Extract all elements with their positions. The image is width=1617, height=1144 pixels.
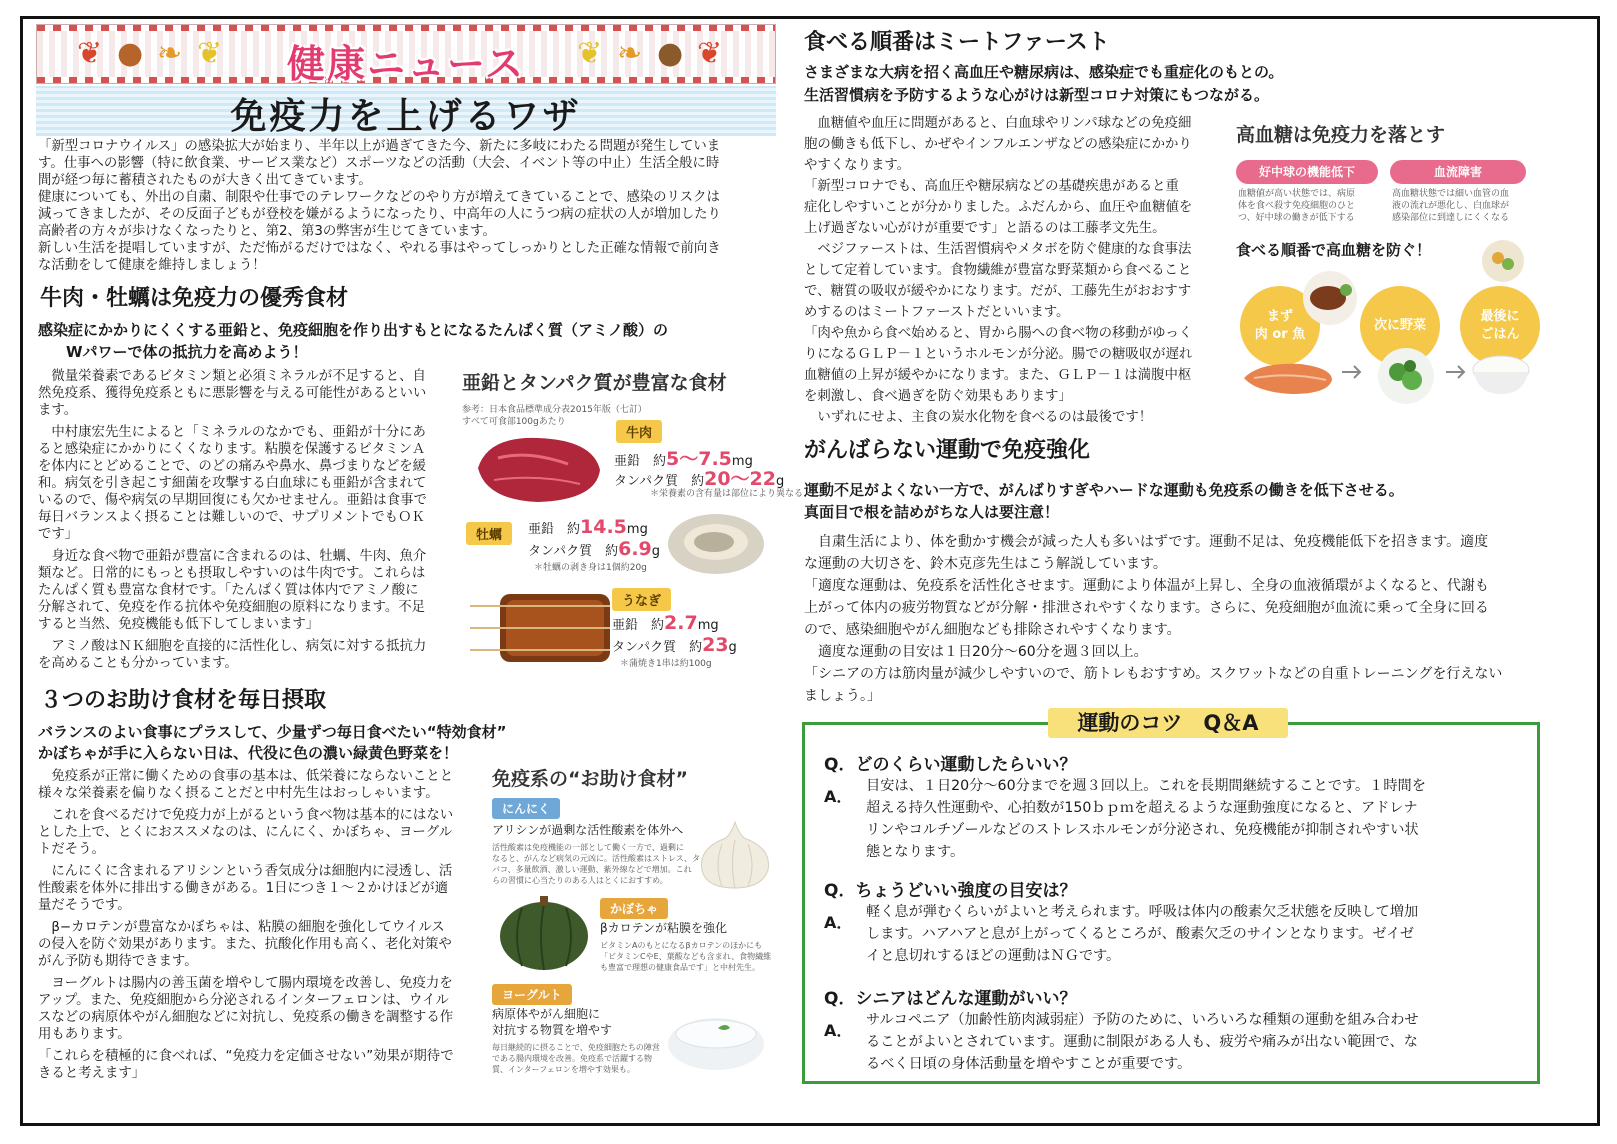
body-line: ヨーグルトは腸内の善玉菌を増やして腸内環境を改善し、免疫力を [38,976,453,991]
beef-label: 牛肉 [616,420,662,443]
oyster-zinc [528,516,648,538]
body-line: 「シニアの方は筋肉量が減少しやすいので、筋トレもおすすめ。スクワットなどの自重トレーニングを行えない [804,666,1503,682]
body-line: の侵入を防ぐ効果があります。また、抗酸化作用も高く、老化対策や [38,937,452,952]
nutrient-unit: g [728,640,737,655]
figure-title-text: 免疫系の“お助け食材” [492,768,688,790]
body-line: β−カロテンが豊富なかぼちゃは、粘膜の細胞を強化してウイルス [38,920,445,935]
figure-title [492,764,688,791]
intro-line: 新しい生活を提唱していますが、ただ怖がるだけではなく、やれる事はやってしっかりとした正確な情報で前向き [38,241,721,256]
eating-order-heading: 食べる順番で高血糖を防ぐ！ [1236,241,1432,259]
leaf-icon: ❧ [157,36,183,71]
garlic-label: にんにく [492,798,560,819]
body-line: 様々な栄養素を偏りなく摂ることだと中村先生はおっしゃいます。 [38,786,439,801]
nutrient-unit: g [775,474,785,489]
body-line: がん予防も期待できます。 [38,954,198,969]
eel-zinc [612,612,719,634]
body-line: めするのはミートファーストだといいます。 [804,305,1070,320]
body-line: 「これらを積極的に食べれば、“免疫力を定価させない”効果が期待で [38,1049,454,1064]
body-line: 「適度な運動は、免疫系を活性化させます。運動により体温が上昇し、全身の血液循環がよくなると、代謝も [804,578,1489,594]
garlic-heading: アリシンが過剰な活性酸素を体外へ [492,823,684,837]
body-line: 毎日バランスよく摂ることは難しいので、サプリメントでもＯＫ [38,510,425,525]
qa-answer-line: ることがよいとされています。運動に制限がある人も、疲労や痛みが出ない範囲で、な [866,1034,1418,1050]
oyster-label: 牡蠣 [466,522,512,545]
yogurt-note: である腸内環境を改善。免疫系で活躍する物 [492,1054,652,1063]
maple-leaf-icon: ❦ [697,36,723,71]
pumpkin-note: も豊富で理想の健康食品です」と中村先生。 [600,963,760,972]
yogurt-image [664,1004,768,1074]
body-line: 血糖値や血圧に問題があると、白血球やリンパ球などの免疫細 [804,116,1192,131]
body-line: 身近な食べ物で亜鉛が豊富に含まれるのは、牡蠣、牛肉、魚介 [38,549,427,564]
qa-answer-line: 目安は、１日20分～60分までを週３回以上。これを長期間継続することです。１時間を [866,778,1426,794]
section-lead: かぼちゃが手に入らない日は、代役に色の濃い緑黄色野菜を！ [38,744,459,762]
body-line: たんぱく質も豊富な食材です。「たんぱく質は体内でアミノ酸に [38,583,419,598]
rice-bowl-image [1470,348,1532,398]
section-lead: 生活習慣病を予防するような心がけは新型コロナ対策にもつながる。 [804,86,1270,104]
step-2-label: 次に野菜 [1373,318,1426,333]
body-line: を刺激し、食べ過ぎを防ぐ効果もあります」 [804,389,1072,404]
ginkgo-icon: ❦ [197,36,223,71]
nutrient-label: 亜鉛 約 [528,522,581,537]
intro-line: な活動をして健康を維持しましょう！ [38,258,266,273]
qa-answer-line: るべく日頃の身体活動量を増やすことが重要です。 [866,1056,1192,1072]
garlic-note: バコ、多量飲酒、激しい運動、紫外線などで増加。これ [492,865,692,874]
hero-title: 免疫力を上げるワザ [230,96,582,137]
body-line: 量だそうです。 [38,898,131,913]
section-lead: 感染症にかかりにくくする亜鉛と、免疫細胞を作り出すもとになるたんぱく質（アミノ酸）の [38,321,669,339]
step-3-label: ごはん [1480,327,1520,342]
body-line: アミノ酸はＮＫ細胞を直接的に活性化し、病気に対する抵抗力 [38,639,427,654]
section-lead: さまざまな大病を招く高血圧や糖尿病は、感染症でも重症化のもとの。 [804,63,1284,81]
step-1-label: 肉 or 魚 [1254,327,1306,342]
qa-answer-label: A． [824,913,853,932]
pumpkin-image [498,894,590,972]
vegetable-dish-image [1370,344,1442,406]
step-1-label: まず [1266,309,1293,324]
body-line: な運動の大切さを、鈴木克彦先生はこう解説しています。 [804,556,1167,572]
body-line: 用もあります。 [38,1027,131,1042]
chestnut-icon: ● [117,36,144,71]
hero-banner [36,86,776,136]
oyster-image [664,508,768,578]
pumpkin-note: ビタミンAのもとになるβカロテンのほかにも [600,941,763,950]
section-title-helper-foods [36,686,406,718]
body-line: 和。病気を引き起こす細菌を攻撃する白血球にも亜鉛が含まれて [38,476,427,491]
body-line: として定着しています。食物繊維が豊富な野菜類から食べること [804,263,1192,278]
figure-title [1236,120,1445,147]
eel-label: うなぎ [612,588,671,611]
eel-note: ＊蒲焼き1串は約100g [620,659,712,669]
salmon-image [1240,356,1336,400]
garlic-note: なると、がんなど病気の元凶に。活性酸素はストレス、タ [492,854,700,863]
section-title-exercise [800,436,1180,468]
body-line: 適度な運動の目安は１日20分～60分を週３回以上。 [804,644,1148,660]
body-line: トだそう。 [38,842,105,857]
nutrient-label: タンパク質 約 [614,474,705,489]
section-title-text: ３つのお助け食材を毎日摂取 [40,688,327,713]
qa-answer-label: A． [824,1021,853,1040]
body-line: スなどの病原体やがん細胞などに対抗し、免疫系の働きを調整する作 [38,1010,454,1025]
body-line: ので、感染細胞やがん細胞なども排除されやすくなります。 [804,622,1181,638]
blood-flow-label: 血流障害 [1390,160,1526,184]
ginkgo-icon: ❦ [577,36,603,71]
pumpkin-heading: βカロテンが粘膜を強化 [600,921,728,935]
yogurt-heading: 対抗する物質を増やす [492,1023,613,1037]
nutrient-value: 20～22 [704,468,776,490]
body-line: 血糖値の上昇が緩やかになります。また、ＧＬＰ－１は満腹中枢 [804,368,1192,383]
qa-answer-line: イと息切れするほどの運動はＮＧです。 [866,948,1121,964]
body-line: 症化しやすいことが分かりました。ふだんから、血圧や血糖値を [804,200,1193,215]
nutrient-label: 亜鉛 約 [614,454,667,469]
nutrient-value: 2.7 [664,612,698,634]
figure-title-text: 亜鉛とタンパク質が豊富な食材 [462,372,727,394]
qa-question: Q．どのくらい運動したらいい？ [824,755,1077,775]
intro-line: 高齢者の方々が歩けなくなったりと、第2、第3の弊害が生じてきています。 [38,224,496,239]
garlic-note: らの習慣に心当たりのある人はとくにおすすめ。 [492,876,668,885]
qa-answer-line: 態となります。 [866,844,965,860]
qa-question: Q．シニアはどんな運動がいい？ [824,989,1077,1009]
masthead-title: 健康ニュース [286,42,526,86]
nutrient-value: 14.5 [580,516,627,538]
body-line: ベジファーストは、生活習慣病やメタボを防ぐ健康的な食事法 [804,242,1192,257]
figure-source: 参考：日本食品標準成分表2015年版（七訂） [462,405,647,415]
body-line: ましょう。」 [804,688,881,704]
section-lead: 運動不足がよくない一方で、がんばりすぎやハードな運動も免疫系の働きを低下させる。 [804,481,1404,499]
maple-leaf-icon: ❦ [77,36,103,71]
blood-flow-note: 感染部位に到達しにくくなる [1392,213,1510,223]
body-line: 分解されて、免疫を作る抗体や免疫細胞の原料になります。不足 [38,600,425,615]
qa-answer-line: リンやコルチゾールなどのストレスホルモンが分泌され、免疫機能が抑制されやすい状 [866,822,1419,838]
arrow-right-icon [1340,362,1364,382]
qa-answer-line: サルコペニア（加齢性筋肉減弱症）予防のために、いろいろな種類の運動を組み合わせ [866,1012,1419,1028]
neutrophil-note: つ、好中球の働きが低下する [1238,213,1355,223]
beef-note: ＊栄養素の含有量は部位により異なる [650,489,804,499]
body-line: これを食べるだけで免疫力が上がるという食べ物は基本的にはない [38,808,454,823]
section-title-text: がんばらない運動で免疫強化 [804,438,1091,463]
body-line: 類など。日常的にもっとも摂取しやすいのは牛肉です。これらは [38,566,426,581]
qa-answer-line: します。ハアハアと息が上がってくるところが、酸素欠乏のサインとなります。ゼイゼ [866,926,1415,942]
body-line: 免疫系が正常に働くための食事の基本は、低栄養にならないことと [38,769,454,784]
yogurt-heading: 病原体やがん細胞に [492,1007,601,1021]
body-line: 微量栄養素であるビタミン類と必須ミネラルが不足すると、自 [38,369,426,384]
nutrient-label: タンパク質 約 [528,544,619,559]
body-line: きると考えます」 [38,1066,146,1081]
eel-protein [612,634,737,656]
intro-line: 減ってきましたが、その反面子どもが登校を嫌がるようになったり、中高年の人にうつ病の症状の人が増加したり [38,207,721,222]
step-3-label: 最後に [1480,309,1520,324]
neutrophil-label: 好中球の機能低下 [1236,160,1378,184]
section-lead: Wパワーで体の抵抗力を高めよう！ [66,343,308,361]
body-line: ます。 [38,403,78,418]
qa-question: Q．ちょうどいい強度の目安は？ [824,881,1077,901]
nutrient-value: 5～7.5 [666,448,732,470]
masthead-border-top [37,25,775,31]
section-title-text: 牛肉・牡蠣は免疫力の優秀食材 [40,286,349,311]
body-line: 「新型コロナでも、高血圧や糖尿病などの基礎疾患があると重 [804,179,1179,194]
body-line: 中村康宏先生によると「ミネラルのなかでも、亜鉛が十分にあ [38,425,426,440]
section-title-meat-first [800,28,1180,60]
garlic-image [694,818,776,890]
nutrient-unit: mg [697,618,719,633]
body-line: とした上で、とくにおススメなのは、にんにく、かぼちゃ、ヨーグル [38,825,453,840]
yogurt-note: 質、インターフェロンを増やす効果も。 [492,1065,635,1074]
side-dish-image [1480,238,1526,284]
body-line: りになるＧＬＰ－１というホルモンが分泌。腸での糖吸収が遅れ [804,347,1193,362]
body-line: です」 [38,527,79,542]
nutrient-unit: g [651,544,661,559]
body-line: アップ。また、免疫細胞から分泌されるインターフェロンは、ウイル [38,993,449,1008]
qa-answer-line: 軽く息が弾むくらいがよいと考えられます。呼吸は体内の酸素欠乏状態を反映して増加 [866,904,1419,920]
body-line: すると当然、免疫機能も低下してしまいます」 [38,617,320,632]
body-line: を高めることも分かっています。 [38,656,238,671]
body-line: 然免疫系、獲得免疫系ともに悪影響を与える可能性があるといい [38,386,427,401]
body-line: 自粛生活により、体を動かす機会が減った人も多いはずです。運動不足は、免疫機能低下を招きます。適度 [804,534,1489,550]
yogurt-label: ヨーグルト [492,984,572,1005]
blood-flow-note: 高血糖状態では細い血管の血 [1392,189,1510,199]
body-line: を体内にとどめることで、のどの痛みや鼻水、鼻づまりなどを緩 [38,459,427,474]
section-title-text: 食べる順番はミートファースト [804,30,1110,55]
body-line: にんにくに含まれるアリシンという香気成分は細胞内に浸透し、活 [38,864,453,879]
figure-title-text: 高血糖は免疫力を落とす [1236,124,1446,146]
intro-line: 健康についても、外出の自粛、制限や仕事でのテレワークなどのやり方が増えてきていることで、感染のリスクは [38,190,720,205]
body-line: 上げ過ぎない心がけが重要です」と語るのは工藤孝文先生。 [804,221,1166,236]
body-line: 性酸素を体外に排出する働きがある。1日につき１～２かけほどが適 [38,881,448,896]
section-lead: バランスのよい食事にプラスして、少量ずつ毎日食べたい“特効食材” [38,723,507,741]
intro-line: す。仕事への影響（特に飲食業、サービス業など）スポーツなどの活動（大会、イベント等の中止）生活全般に時 [38,156,720,171]
chestnut-icon: ● [657,36,684,71]
neutrophil-note: 体を食べ殺す免疫細胞のひと [1238,201,1356,211]
nutrient-value: 23 [702,634,729,656]
body-line: いるので、傷や病気の早期回復にも欠かせません。亜鉛は食事で [38,493,427,508]
eel-image [470,584,612,672]
meat-dish-image [1296,268,1364,326]
body-line: で、糖質の吸収が緩やかになります。だが、工藤先生がおおすす [804,284,1192,299]
intro-line: 「新型コロナウイルス」の感染拡大が始まり、半年以上が過ぎてきた今、新たに多岐にわたる問題が発生していま [38,139,721,154]
beef-image [468,428,608,508]
nutrient-label: 亜鉛 約 [612,618,665,633]
body-line: いずれにせよ、主食の炭水化物を食べるのは最後です！ [804,410,1153,425]
masthead [36,24,776,84]
body-line: ると感染症にかかりにくくなります。粘膜を保護するビタミンＡ [38,442,426,457]
intro-line: 間が経つ毎に蓄積されたものが大きく出てきています。 [38,173,372,188]
neutrophil-note: 血糖値が高い状態では、病原 [1238,189,1356,199]
nutrient-unit: mg [626,522,648,537]
nutrient-label: タンパク質 約 [612,640,703,655]
blood-flow-note: 液の流れが悪化し、白血球が [1392,201,1510,211]
section-title-beef-oyster [36,284,418,316]
beef-protein [614,464,784,491]
nutrient-value: 6.9 [618,538,652,560]
leaf-icon: ❧ [617,36,643,71]
body-line: やすくなります。 [804,158,911,173]
oyster-protein [528,538,660,560]
nutrient-unit: mg [731,454,753,469]
yogurt-note: 毎日継続的に摂ることで、免疫細胞たちの陣営 [492,1043,660,1052]
qa-answer-line: 超える持久性運動や、心拍数が150ｂｐｍを超えるような運動強度になると、アドレナ [866,800,1418,816]
qa-answer-label: A． [824,787,853,806]
oyster-note: ＊牡蠣の剥き身は1個約20g [534,563,647,573]
figure-source: すべて可食部100gあたり [462,417,566,427]
body-line: 上がって体内の疲労物質などが分解・排泄されやすくなります。さらに、免疫細胞が血流に乗って全身に回る [804,600,1489,616]
body-line: 胞の働きも低下し、かぜやインフルエンザなどの感染症にかかり [804,137,1192,152]
body-line: 「肉や魚から食べ始めると、胃から腸への食べ物の移動がゆっく [804,326,1193,341]
qa-title: 運動のコツ Q＆A [1048,708,1288,738]
pumpkin-label: かぼちゃ [600,898,668,919]
arrow-right-icon [1444,362,1468,382]
pumpkin-note: 「ビタミンCやE、葉酸なども含まれ、食物繊維 [600,952,772,961]
garlic-note: 活性酸素は免疫機能の一部として働く一方で、過剰に [492,843,684,852]
figure-title [462,368,727,395]
section-lead: 真面目で根を詰めがちな人は要注意！ [804,503,1060,521]
